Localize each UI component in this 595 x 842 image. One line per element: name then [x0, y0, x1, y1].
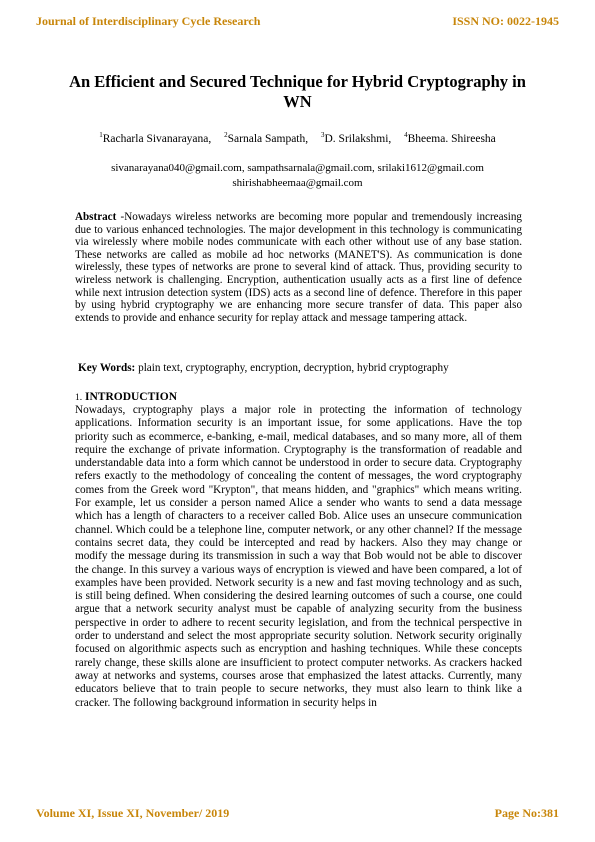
section-title: INTRODUCTION: [85, 391, 178, 403]
author-1-index: 1: [99, 131, 103, 139]
author-3-name: D. Srilakshmi,: [324, 132, 392, 145]
paper-title: An Efficient and Secured Technique for Hybrid Cryptography in WN: [69, 72, 526, 111]
emails-line-1: sivanarayana040@gmail.com, sampathsarnala@gmail.com, srilaki1612@gmail.com: [111, 162, 484, 174]
section-number: 1.: [75, 393, 83, 403]
author-list: [0, 131, 595, 145]
emails-line-2: shirishabheemaa@gmail.com: [232, 177, 363, 189]
issn-number: ISSN NO: 0022-1945: [452, 14, 559, 28]
author-2-index: 2: [224, 131, 228, 139]
author-3-index: 3: [321, 131, 325, 139]
introduction-body: Nowadays, cryptography plays a major role in protecting the information of technology applications. Information security is an important issue, for some applications. Have the top priority such as ecommerce, e-banking, e-mail, medical databases, and so many more, all of them require the exchange of private information. Cryptography is the transformation of readable and understandable data into a form which cannot be understood in order to secure data. Cryptography refers exactly to the methodology of concealing the content of messages, the word cryptography comes from the Greek word "Krypton", that means hidden, and "graphics" which means writing. For example, let us consider a person named Alice a sender who wants to send a data message which has a length of characters to a receiver called Bob. Alice uses an unsecure communication channel. Which could be a telephone line, computer network, or any other channel? If the message contains secret data, they could be intercepted and read by hackers. Also they may change or modify the message during its transmission in such a way that Bob would not be able to discover the change. In this survey a various ways of encryption is viewed and have been compared, a lot of examples have been provided. Network security is a new and fast moving technology and as such, is still being defined. When considering the desired learning outcomes of such a course, one could argue that a network security analyst must be capable of analyzing security from the business perspective in order to adhere to recent security legislation, and from the technical perspective in order to understand and select the most appropriate security solution. Network security originally focused on algorithmic aspects such as encryption and hashing techniques. While these concepts rarely change, these skills alone are insufficient to protect computer networks. As crackers hacked away at networks and systems, courses arose that emphasized the latest attacks. Currently, many educators believe that to train people to secure networks, they must also learn to think like a cracker. The following background information in security helps in: [75, 404, 522, 709]
keywords-label: Key Words:: [78, 362, 136, 374]
author-1: [99, 133, 211, 145]
keywords: [78, 362, 523, 374]
author-4-name: Bheema. Shireesha: [407, 132, 496, 145]
author-4: [404, 133, 496, 145]
abstract: [75, 211, 522, 324]
author-2-name: Sarnala Sampath,: [227, 132, 309, 145]
keywords-text: plain text, cryptography, encryption, decryption, hybrid cryptography: [138, 362, 449, 374]
author-3: [321, 133, 391, 145]
author-emails: [70, 161, 525, 191]
author-2: [224, 133, 308, 145]
author-1-name: Racharla Sivanarayana,: [102, 132, 212, 145]
abstract-text: -Nowadays wireless networks are becoming more popular and tremendously increasing due to various enhanced technologies. The major development in this technology is communicating via wirelessly where mobile nodes communicate with each other without use of any base station. These networks are called as mobile ad hoc networks (MANET'S). As communication is done wirelessly, these types of networks are prone to several kind of attack. Thus, providing security to wireless network is challenging. Encryption, authentication usually acts as a first line of defence while next intrusion detection system (IDS) acts as a second line of defence. Therefore in this paper by using hybrid cryptography we are enhancing more secure transfer of data. This paper also extends to provide and enhance security for replay attack and message tampering attack.: [75, 211, 522, 324]
journal-name: Journal of Interdisciplinary Cycle Research: [36, 14, 261, 28]
page-number: Page No:381: [494, 806, 559, 820]
abstract-label: Abstract: [75, 211, 117, 223]
section-heading: [75, 391, 177, 403]
author-4-index: 4: [404, 131, 408, 139]
volume-issue: Volume XI, Issue XI, November/ 2019: [36, 806, 230, 820]
